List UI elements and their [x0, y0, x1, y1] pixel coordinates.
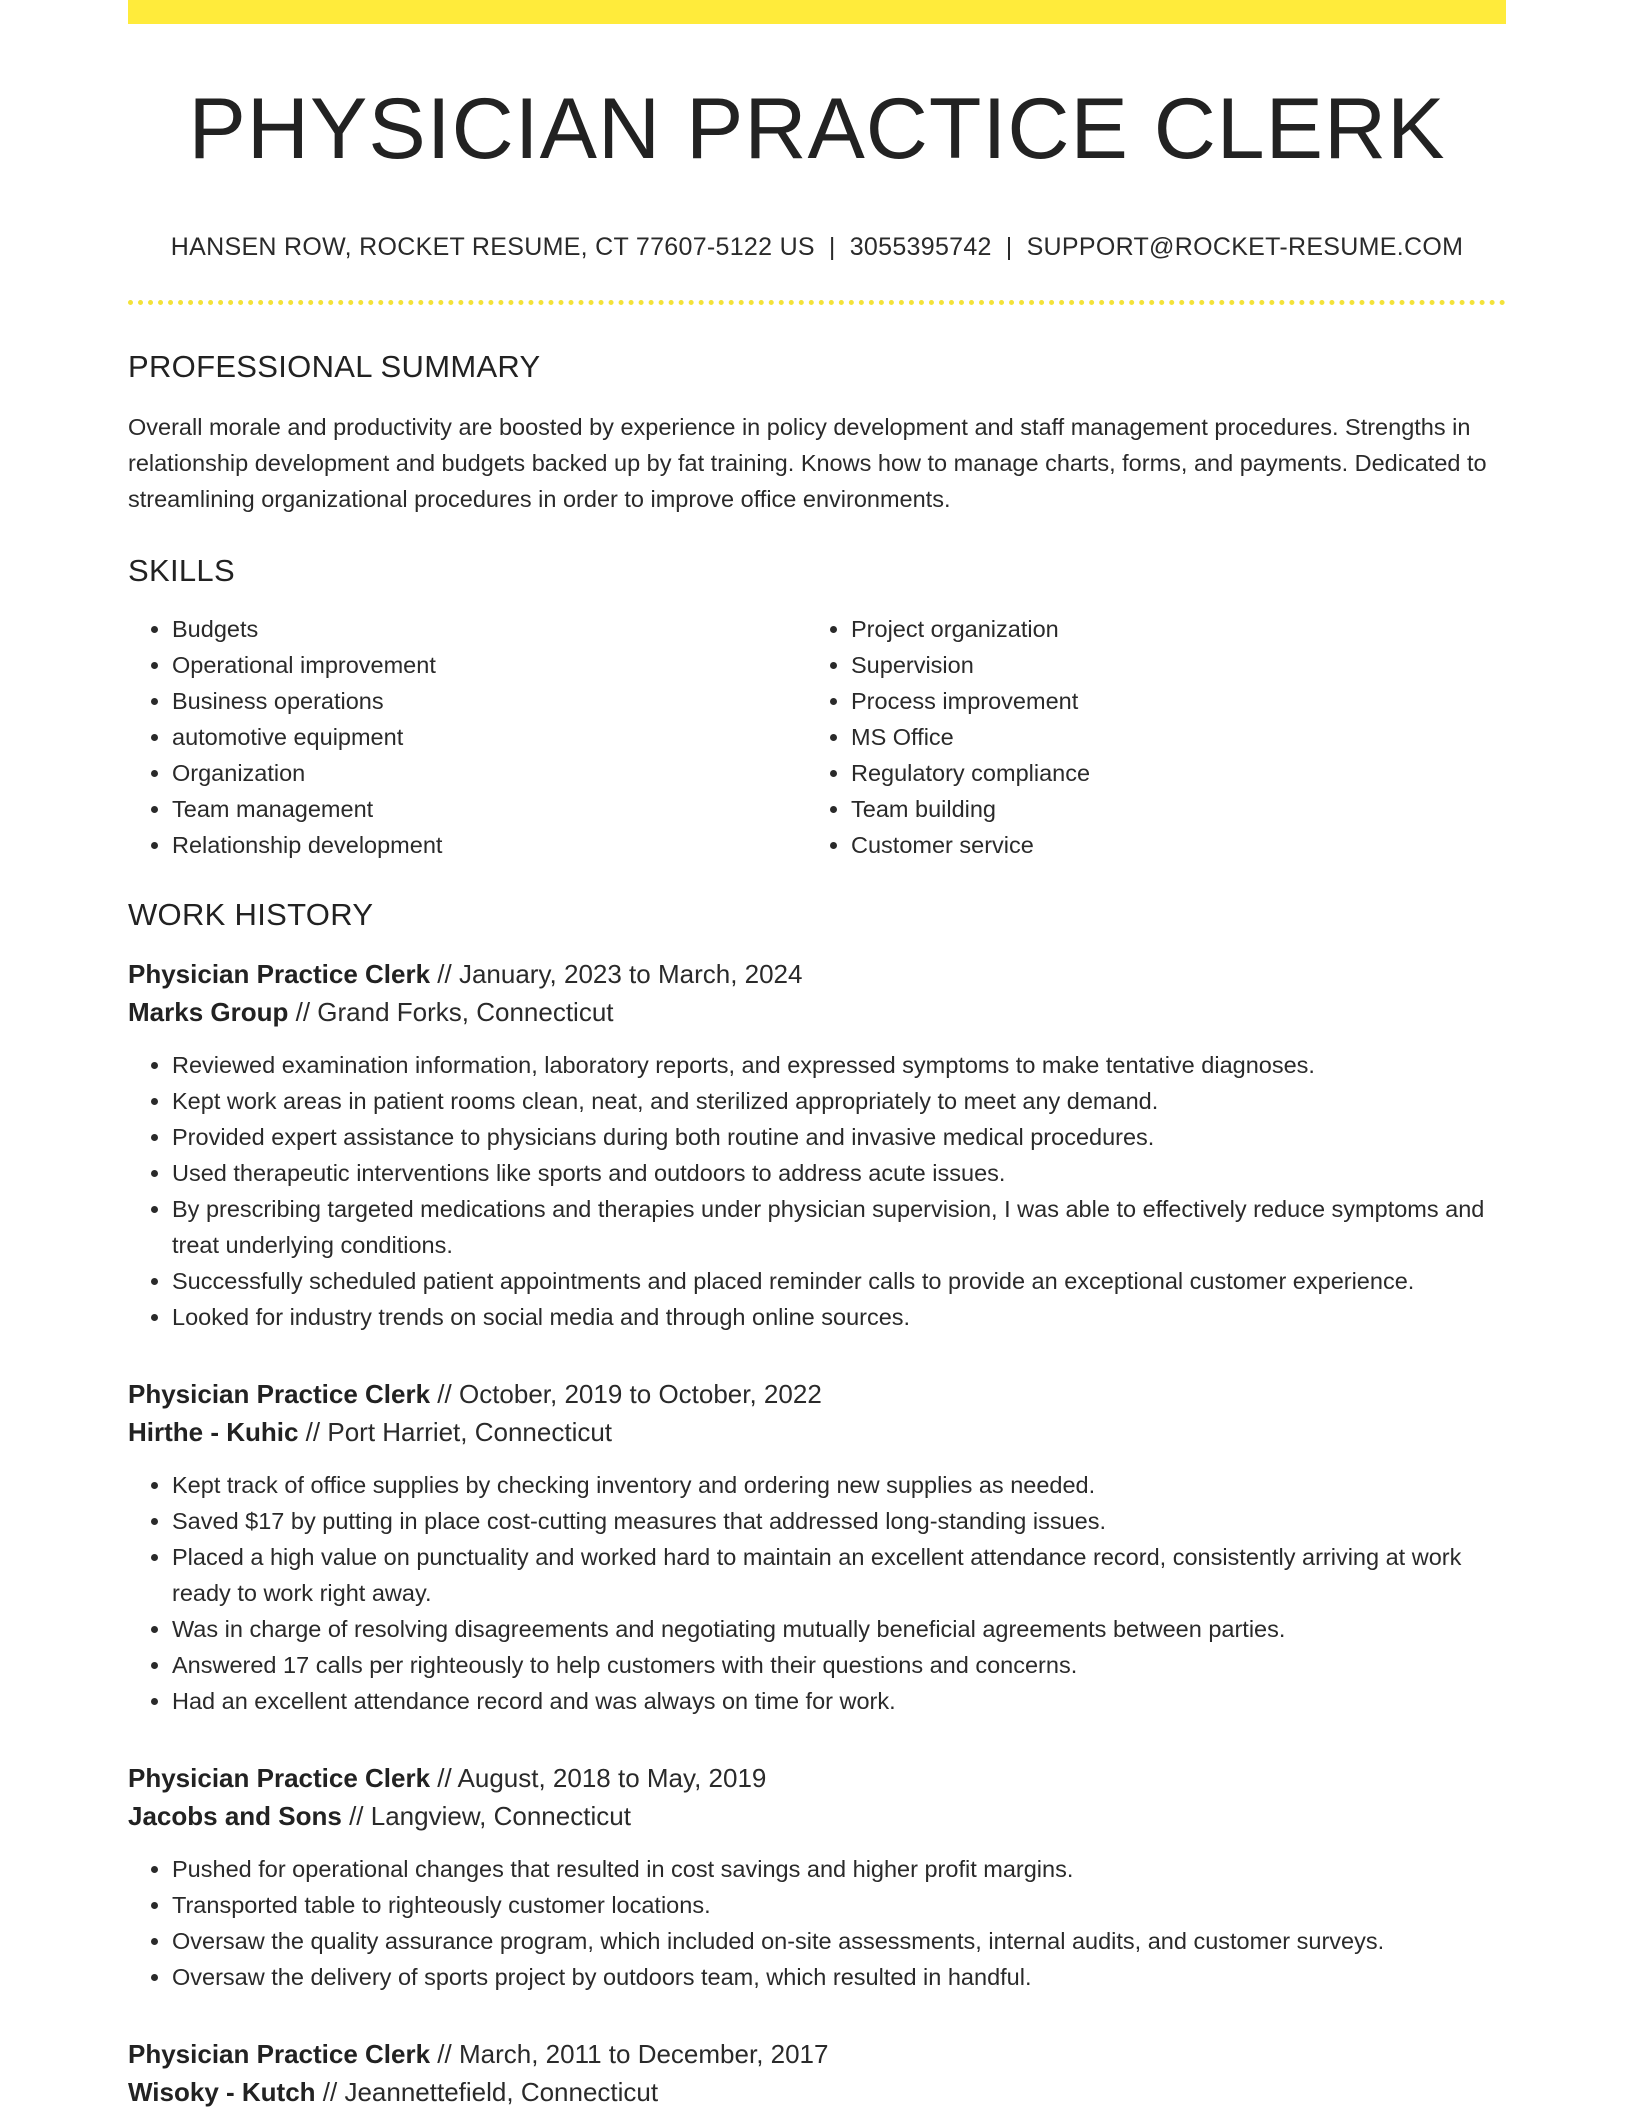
job-company: Marks Group	[128, 996, 289, 1027]
skill-item: • automotive equipment	[172, 719, 807, 755]
job-bullet: • Was in charge of resolving disagreements and negotiating mutually beneficial agreements between parties.	[172, 1611, 1506, 1647]
job-title: Physician Practice Clerk	[128, 1762, 431, 1793]
summary-heading: PROFESSIONAL SUMMARY	[128, 348, 541, 384]
job-separator: //	[430, 1378, 459, 1409]
job-bullet: • Answered 17 calls per righteously to help customers with their questions and concerns.	[172, 1647, 1506, 1683]
job-bullet: • Reviewed examination information, laboratory reports, and expressed symptoms to make tentative diagnoses.	[172, 1047, 1506, 1083]
job-bullets	[128, 1851, 1506, 1995]
contact-email: SUPPORT@ROCKET-RESUME.COM	[1026, 232, 1464, 261]
job-bullet: • Kept track of office supplies by checking inventory and ordering new supplies as needed.	[172, 1467, 1506, 1503]
job-title-line	[128, 1375, 1506, 1413]
job-title-line	[128, 955, 1506, 993]
contact-address: HANSEN ROW, ROCKET RESUME, CT 77607-5122 US	[170, 232, 815, 261]
job-separator: //	[430, 2038, 459, 2069]
candidate-name: PHYSICIAN PRACTICE CLERK	[188, 81, 1446, 177]
job-dates: March, 2011 to December, 2017	[458, 2038, 829, 2069]
skill-item: • Business operations	[172, 683, 807, 719]
job-title-line	[128, 2035, 1506, 2073]
job-separator: //	[430, 958, 459, 989]
skill-item: • Supervision	[851, 647, 1486, 683]
skill-item: • Operational improvement	[172, 647, 807, 683]
work-history-heading: WORK HISTORY	[128, 896, 374, 932]
contact-separator: |	[1005, 232, 1013, 261]
job-separator: //	[288, 996, 318, 1027]
skill-item: • Organization	[172, 755, 807, 791]
skills-column-right	[807, 611, 1486, 863]
job-company: Wisoky - Kutch	[128, 2076, 316, 2107]
job-location: Jeannettefield, Connecticut	[344, 2076, 659, 2107]
skill-item: • Project organization	[851, 611, 1486, 647]
job-entry	[128, 1375, 1506, 1719]
job-company: Hirthe - Kuhic	[128, 1416, 299, 1447]
skill-item: • Team management	[172, 791, 807, 827]
summary-text: Overall morale and productivity are boosted by experience in policy development and staff management procedures. Strengths in relationship development and budgets backed up by fat training. Knows how to manage charts, forms, and payments. Dedicated to streamlining organizational procedures in order to improve office environments.	[128, 413, 1487, 512]
skill-item: • Customer service	[851, 827, 1486, 863]
accent-bar	[128, 0, 1506, 24]
skill-item: • MS Office	[851, 719, 1486, 755]
job-bullets	[128, 1047, 1506, 1335]
contact-line	[128, 233, 1506, 262]
job-bullets	[128, 1467, 1506, 1719]
job-company-line	[128, 993, 1506, 1031]
job-dates: August, 2018 to May, 2019	[457, 1762, 767, 1793]
skill-item: • Process improvement	[851, 683, 1486, 719]
job-bullet: • By prescribing targeted medications and therapies under physician supervision, I was able to effectively reduce symptoms and treat underlying conditions.	[172, 1191, 1506, 1263]
job-location: Langview, Connecticut	[370, 1800, 631, 1831]
contact-separator: |	[828, 232, 836, 261]
job-separator: //	[315, 2076, 345, 2107]
job-entry	[128, 955, 1506, 1335]
job-bullet: • Looked for industry trends on social media and through online sources.	[172, 1299, 1506, 1335]
job-title-line	[128, 1759, 1506, 1797]
skill-item: • Regulatory compliance	[851, 755, 1486, 791]
job-bullet: • Used therapeutic interventions like sports and outdoors to address acute issues.	[172, 1155, 1506, 1191]
job-bullet: • Oversaw the delivery of sports project by outdoors team, which resulted in handful.	[172, 1959, 1506, 1995]
job-location: Port Harriet, Connecticut	[327, 1416, 613, 1447]
skill-item: • Team building	[851, 791, 1486, 827]
job-bullet: • Had an excellent attendance record and was always on time for work.	[172, 1683, 1506, 1719]
skills-column-left	[128, 611, 807, 863]
job-company-line	[128, 2073, 1506, 2111]
job-separator: //	[430, 1762, 458, 1793]
job-title: Physician Practice Clerk	[128, 2038, 431, 2069]
job-separator: //	[298, 1416, 328, 1447]
job-entry	[128, 2035, 1506, 2111]
skills-grid	[128, 611, 1506, 863]
job-bullet: • Pushed for operational changes that resulted in cost savings and higher profit margins.	[172, 1851, 1506, 1887]
job-bullet: • Kept work areas in patient rooms clean, neat, and sterilized appropriately to meet any demand.	[172, 1083, 1506, 1119]
job-dates: January, 2023 to March, 2024	[458, 958, 803, 989]
job-bullet: • Placed a high value on punctuality and worked hard to maintain an excellent attendance record, consistently arriving at work ready to work right away.	[172, 1539, 1506, 1611]
job-title: Physician Practice Clerk	[128, 958, 431, 989]
job-location: Grand Forks, Connecticut	[317, 996, 614, 1027]
job-separator: //	[341, 1800, 371, 1831]
work-history-list	[128, 955, 1506, 2111]
job-bullet: • Successfully scheduled patient appointments and placed reminder calls to provide an exceptional customer experience.	[172, 1263, 1506, 1299]
job-company: Jacobs and Sons	[128, 1800, 342, 1831]
header-divider	[128, 300, 1506, 305]
skill-item: • Budgets	[172, 611, 807, 647]
job-bullet: • Saved $17 by putting in place cost-cutting measures that addressed long-standing issues.	[172, 1503, 1506, 1539]
resume-page	[128, 0, 1506, 2111]
contact-phone: 3055395742	[849, 232, 992, 261]
job-company-line	[128, 1797, 1506, 1835]
job-dates: October, 2019 to October, 2022	[458, 1378, 822, 1409]
job-bullet: • Oversaw the quality assurance program, which included on-site assessments, internal audits, and customer surveys.	[172, 1923, 1506, 1959]
job-company-line	[128, 1413, 1506, 1451]
skills-heading: SKILLS	[128, 552, 235, 588]
job-bullet: • Transported table to righteously customer locations.	[172, 1887, 1506, 1923]
job-entry	[128, 1759, 1506, 1995]
job-bullet: • Provided expert assistance to physicians during both routine and invasive medical procedures.	[172, 1119, 1506, 1155]
job-title: Physician Practice Clerk	[128, 1378, 431, 1409]
skill-item: • Relationship development	[172, 827, 807, 863]
